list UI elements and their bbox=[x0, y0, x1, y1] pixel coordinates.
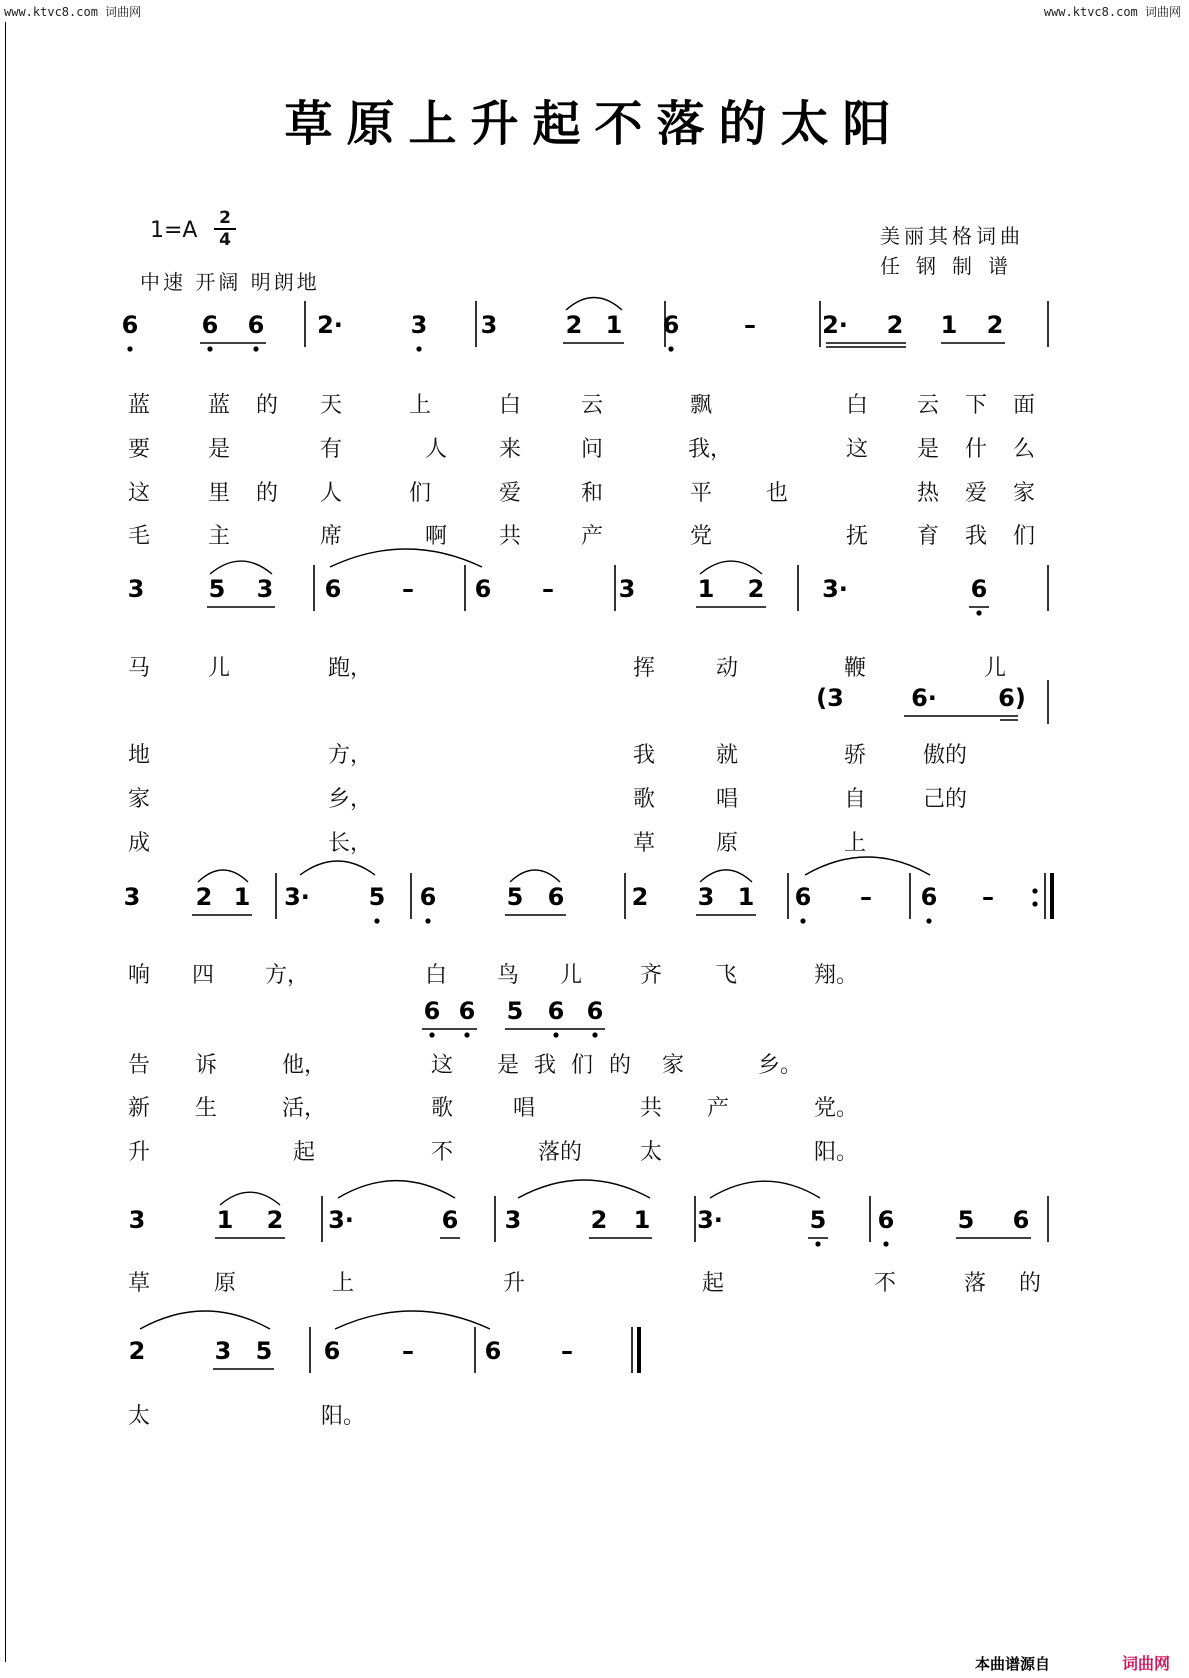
note: 3 bbox=[480, 311, 498, 339]
lyric-char: 鞭 bbox=[843, 656, 867, 681]
note: 3· bbox=[284, 883, 310, 911]
lyric-char: 席 bbox=[319, 524, 343, 549]
lyric-char: 来 bbox=[498, 437, 522, 462]
octave-dot bbox=[425, 918, 430, 923]
lyric-char: 下 bbox=[964, 393, 988, 418]
octave-dot bbox=[668, 346, 673, 351]
note: – bbox=[561, 1337, 573, 1365]
lyric-char: 活， bbox=[281, 1096, 327, 1121]
note: 2 bbox=[195, 883, 213, 911]
note: 2· bbox=[317, 311, 343, 339]
note: 5 bbox=[208, 575, 226, 603]
lyric-char: 平 bbox=[689, 481, 713, 506]
slur-arc bbox=[335, 1311, 490, 1329]
lyric-char: 有 bbox=[319, 437, 343, 462]
lyric-char: 儿 bbox=[983, 656, 1007, 681]
lyric-char: 人 bbox=[424, 437, 448, 462]
note: 6 bbox=[419, 883, 437, 911]
alt-note: 6· bbox=[911, 684, 937, 712]
slur-arc bbox=[210, 561, 272, 574]
note: 3 bbox=[123, 883, 141, 911]
lyric-char: 共 bbox=[639, 1096, 663, 1121]
lyric-char: 爱 bbox=[964, 481, 988, 506]
note: 6 bbox=[441, 1206, 459, 1234]
slur-arc bbox=[198, 870, 248, 882]
octave-dot bbox=[416, 346, 421, 351]
lyric-char: 起 bbox=[292, 1140, 316, 1165]
lyric-char: 的 bbox=[255, 481, 279, 506]
note: 5 bbox=[506, 883, 524, 911]
lyric-char: 起 bbox=[701, 1271, 725, 1296]
slur-arc bbox=[330, 549, 482, 567]
slur-arc bbox=[700, 561, 762, 574]
lyric-char: 飞 bbox=[714, 963, 738, 988]
lyric-char: 这 bbox=[430, 1053, 454, 1078]
lyric-char: 么 bbox=[1012, 437, 1036, 462]
slur-arc bbox=[518, 1180, 650, 1198]
lyric-char: 上 bbox=[408, 393, 432, 418]
note: 2 bbox=[631, 883, 649, 911]
alt-note: 6) bbox=[998, 684, 1026, 712]
lyric-char: 家 bbox=[1012, 481, 1036, 506]
lyric-char: 儿 bbox=[559, 963, 583, 988]
lyric-char: 抚 bbox=[845, 524, 869, 549]
lyric-char: 我， bbox=[687, 437, 733, 462]
lyric-char: 儿 bbox=[207, 656, 231, 681]
lyric-char: 草 bbox=[127, 1271, 151, 1296]
note: 1 bbox=[697, 575, 715, 603]
lyric-char: 傲的 bbox=[922, 743, 968, 768]
lyric-char: 党 bbox=[689, 524, 713, 549]
lyric-char: 鸟 bbox=[496, 963, 520, 988]
octave-dot bbox=[883, 1241, 888, 1246]
lyric-char: 乡。 bbox=[757, 1053, 803, 1078]
lyric-char: 要 bbox=[127, 437, 151, 462]
note: 3 bbox=[618, 575, 636, 603]
note: 6 bbox=[247, 311, 265, 339]
lyric-char: 歌 bbox=[632, 787, 656, 812]
lyric-char: 动 bbox=[715, 656, 739, 681]
octave-dot bbox=[464, 1032, 469, 1037]
lyric-char: 自 bbox=[843, 787, 867, 812]
time-signature-top: 2 bbox=[219, 208, 231, 228]
octave-dot bbox=[592, 1032, 597, 1037]
lyric-char: 太 bbox=[639, 1140, 663, 1165]
lyric-char: 我 bbox=[533, 1053, 557, 1078]
lyric-char: 落的 bbox=[537, 1140, 583, 1165]
octave-dot bbox=[374, 918, 379, 923]
lyric-char: 面 bbox=[1012, 393, 1036, 418]
note: 2 bbox=[886, 311, 904, 339]
lyric-char: 们 bbox=[1012, 524, 1036, 549]
lyric-char: 地 bbox=[127, 743, 151, 768]
lyric-char: 我 bbox=[964, 524, 988, 549]
note: 3 bbox=[127, 575, 145, 603]
lyric-char: 蓝 bbox=[207, 393, 231, 418]
lyric-char: 的 bbox=[1018, 1271, 1042, 1296]
lyric-char: 爱 bbox=[498, 481, 522, 506]
lyric-char: 啊 bbox=[424, 524, 448, 549]
lyric-char: 也 bbox=[765, 481, 789, 506]
slur-arc bbox=[510, 870, 560, 882]
lyric-char: 共 bbox=[498, 524, 522, 549]
lyric-char: 成 bbox=[127, 831, 151, 856]
note: – bbox=[982, 883, 994, 911]
watermark-left: www.ktvc8.com 词曲网 bbox=[4, 5, 142, 19]
lyric-char: 是 bbox=[916, 437, 940, 462]
lyric-char: 主 bbox=[207, 524, 231, 549]
lyric-char: 新 bbox=[127, 1096, 151, 1121]
note: 2 bbox=[565, 311, 583, 339]
lyric-char: 草 bbox=[632, 831, 656, 856]
note: 1 bbox=[940, 311, 958, 339]
note: 1 bbox=[233, 883, 251, 911]
note: 3 bbox=[214, 1337, 232, 1365]
lyric-char: 我 bbox=[632, 743, 656, 768]
song-title: 草原上升起不落的太阳 bbox=[284, 96, 905, 152]
note: 1 bbox=[633, 1206, 651, 1234]
lyric-char: 不 bbox=[430, 1140, 454, 1165]
lyric-char: 人 bbox=[319, 481, 343, 506]
octave-dot bbox=[800, 918, 805, 923]
key-signature: 1=A bbox=[150, 218, 198, 243]
lyric-char: 们 bbox=[408, 481, 432, 506]
lyric-char: 家 bbox=[661, 1053, 685, 1078]
lyric-char: 云 bbox=[580, 393, 604, 418]
slur-arc bbox=[700, 870, 752, 882]
note: 6 bbox=[484, 1337, 502, 1365]
octave-dot bbox=[976, 610, 981, 615]
slur-arc bbox=[710, 1181, 820, 1198]
time-signature-bottom: 4 bbox=[219, 230, 231, 250]
lyric-char: 和 bbox=[580, 481, 604, 506]
lyric-char: 这 bbox=[845, 437, 869, 462]
alt-note: 6 bbox=[586, 997, 604, 1025]
note: 3 bbox=[697, 883, 715, 911]
footer-brand: 词曲网 bbox=[1122, 1654, 1171, 1673]
lyric-char: 升 bbox=[502, 1271, 526, 1296]
alt-note: (3 bbox=[816, 684, 844, 712]
lyric-char: 长， bbox=[327, 831, 373, 856]
lyric-char: 们 bbox=[570, 1053, 594, 1078]
credit-arranger: 任钢制谱 bbox=[880, 254, 1024, 278]
repeat-dot bbox=[1032, 888, 1037, 893]
lyric-char: 歌 bbox=[430, 1096, 454, 1121]
lyric-char: 的 bbox=[255, 393, 279, 418]
lyric-char: 天 bbox=[319, 393, 343, 418]
note: 1 bbox=[737, 883, 755, 911]
lyric-char: 告 bbox=[127, 1053, 151, 1078]
slur-arc bbox=[805, 857, 930, 875]
note: 6 bbox=[794, 883, 812, 911]
lyric-char: 白 bbox=[424, 963, 448, 988]
octave-dot bbox=[127, 346, 132, 351]
lyric-char: 唱 bbox=[512, 1096, 536, 1121]
lyric-char: 他， bbox=[281, 1053, 327, 1078]
lyric-char: 就 bbox=[715, 743, 739, 768]
lyric-char: 白 bbox=[845, 393, 869, 418]
credit-lyrics-music: 美丽其格词曲 bbox=[880, 224, 1024, 248]
note: 3 bbox=[128, 1206, 146, 1234]
lyric-char: 升 bbox=[127, 1140, 151, 1165]
note: 2 bbox=[590, 1206, 608, 1234]
lyric-char: 阳。 bbox=[320, 1404, 366, 1429]
note: 2· bbox=[822, 311, 848, 339]
note: 6 bbox=[920, 883, 938, 911]
slur-arc bbox=[220, 1192, 280, 1205]
lyric-char: 产 bbox=[706, 1096, 730, 1121]
note: 5 bbox=[809, 1206, 827, 1234]
lyric-char: 白 bbox=[498, 393, 522, 418]
note: 6 bbox=[1012, 1206, 1030, 1234]
note: 5 bbox=[368, 883, 386, 911]
note: 3 bbox=[410, 311, 428, 339]
note: 6 bbox=[474, 575, 492, 603]
lyric-char: 里 bbox=[207, 481, 231, 506]
note: 2 bbox=[747, 575, 765, 603]
alt-note: 6 bbox=[547, 997, 565, 1025]
lyric-char: 乡， bbox=[327, 787, 373, 812]
lyric-char: 云 bbox=[916, 393, 940, 418]
lyric-char: 挥 bbox=[632, 656, 656, 681]
lyric-char: 飘 bbox=[689, 393, 713, 418]
note: 6 bbox=[662, 311, 680, 339]
tempo-marking: 中速 开阔 明朗地 bbox=[140, 270, 320, 294]
slur-arc bbox=[140, 1311, 270, 1329]
note: 3· bbox=[328, 1206, 354, 1234]
lyric-char: 骄 bbox=[843, 743, 867, 768]
note: – bbox=[542, 575, 554, 603]
octave-dot bbox=[815, 1241, 820, 1246]
note: 1 bbox=[605, 311, 623, 339]
lyric-char: 产 bbox=[580, 524, 604, 549]
lyric-char: 什 bbox=[964, 437, 988, 462]
lyric-char: 原 bbox=[715, 831, 739, 856]
final-bar-thick bbox=[637, 1327, 641, 1373]
alt-note: 5 bbox=[506, 997, 524, 1025]
lyric-char: 这 bbox=[127, 481, 151, 506]
lyric-char: 唱 bbox=[715, 787, 739, 812]
lyric-char: 跑， bbox=[327, 656, 373, 681]
lyric-char: 马 bbox=[127, 656, 151, 681]
lyric-char: 是 bbox=[207, 437, 231, 462]
note: 3· bbox=[822, 575, 848, 603]
lyric-char: 诉 bbox=[194, 1053, 218, 1078]
note: 3 bbox=[504, 1206, 522, 1234]
watermark-right: www.ktvc8.com 词曲网 bbox=[1043, 5, 1181, 19]
lyric-char: 蓝 bbox=[127, 393, 151, 418]
lyric-char: 家 bbox=[127, 787, 151, 812]
lyric-char: 方， bbox=[264, 963, 310, 988]
note: – bbox=[860, 883, 872, 911]
repeat-dot bbox=[1032, 901, 1037, 906]
lyric-char: 齐 bbox=[639, 963, 663, 988]
lyric-char: 党。 bbox=[813, 1096, 859, 1121]
note: 2 bbox=[266, 1206, 284, 1234]
lyric-char: 翔。 bbox=[813, 963, 859, 988]
note: 6 bbox=[324, 575, 342, 603]
lyric-char: 方， bbox=[327, 743, 373, 768]
repeat-bar-thick bbox=[1050, 873, 1054, 919]
lyric-char: 不 bbox=[873, 1271, 897, 1296]
lyric-char: 的 bbox=[608, 1053, 632, 1078]
lyric-char: 上 bbox=[843, 831, 867, 856]
note: 2 bbox=[986, 311, 1004, 339]
note: 6 bbox=[201, 311, 219, 339]
note: – bbox=[402, 1337, 414, 1365]
note: 6 bbox=[877, 1206, 895, 1234]
alt-note: 6 bbox=[458, 997, 476, 1025]
note: 6 bbox=[970, 575, 988, 603]
lyric-char: 是 bbox=[496, 1053, 520, 1078]
octave-dot bbox=[253, 346, 258, 351]
note: 1 bbox=[216, 1206, 234, 1234]
note: – bbox=[744, 311, 756, 339]
note: 6 bbox=[323, 1337, 341, 1365]
note: 3 bbox=[256, 575, 274, 603]
lyric-char: 响 bbox=[127, 963, 151, 988]
octave-dot bbox=[207, 346, 212, 351]
lyric-char: 四 bbox=[191, 963, 215, 988]
lyric-char: 己的 bbox=[922, 787, 968, 812]
octave-dot bbox=[429, 1032, 434, 1037]
lyric-char: 阳。 bbox=[813, 1140, 859, 1165]
slur-arc bbox=[300, 861, 375, 875]
lyric-char: 问 bbox=[580, 437, 604, 462]
note: 3· bbox=[697, 1206, 723, 1234]
lyric-char: 上 bbox=[331, 1271, 355, 1296]
lyric-char: 原 bbox=[213, 1271, 237, 1296]
slur-arc bbox=[338, 1181, 455, 1198]
note: 2 bbox=[128, 1337, 146, 1365]
slur-arc bbox=[566, 298, 622, 310]
note: 6 bbox=[547, 883, 565, 911]
octave-dot bbox=[926, 918, 931, 923]
lyric-char: 育 bbox=[916, 524, 940, 549]
lyric-char: 太 bbox=[127, 1404, 151, 1429]
lyric-char: 落 bbox=[963, 1271, 987, 1296]
footer-source: 本曲谱源自 bbox=[975, 1655, 1051, 1673]
note: 5 bbox=[957, 1206, 975, 1234]
note: 5 bbox=[255, 1337, 273, 1365]
lyric-char: 生 bbox=[194, 1096, 218, 1121]
alt-note: 6 bbox=[423, 997, 441, 1025]
lyric-char: 热 bbox=[916, 481, 940, 506]
octave-dot bbox=[553, 1032, 558, 1037]
note: – bbox=[402, 575, 414, 603]
lyric-char: 毛 bbox=[127, 524, 151, 549]
note: 6 bbox=[121, 311, 139, 339]
